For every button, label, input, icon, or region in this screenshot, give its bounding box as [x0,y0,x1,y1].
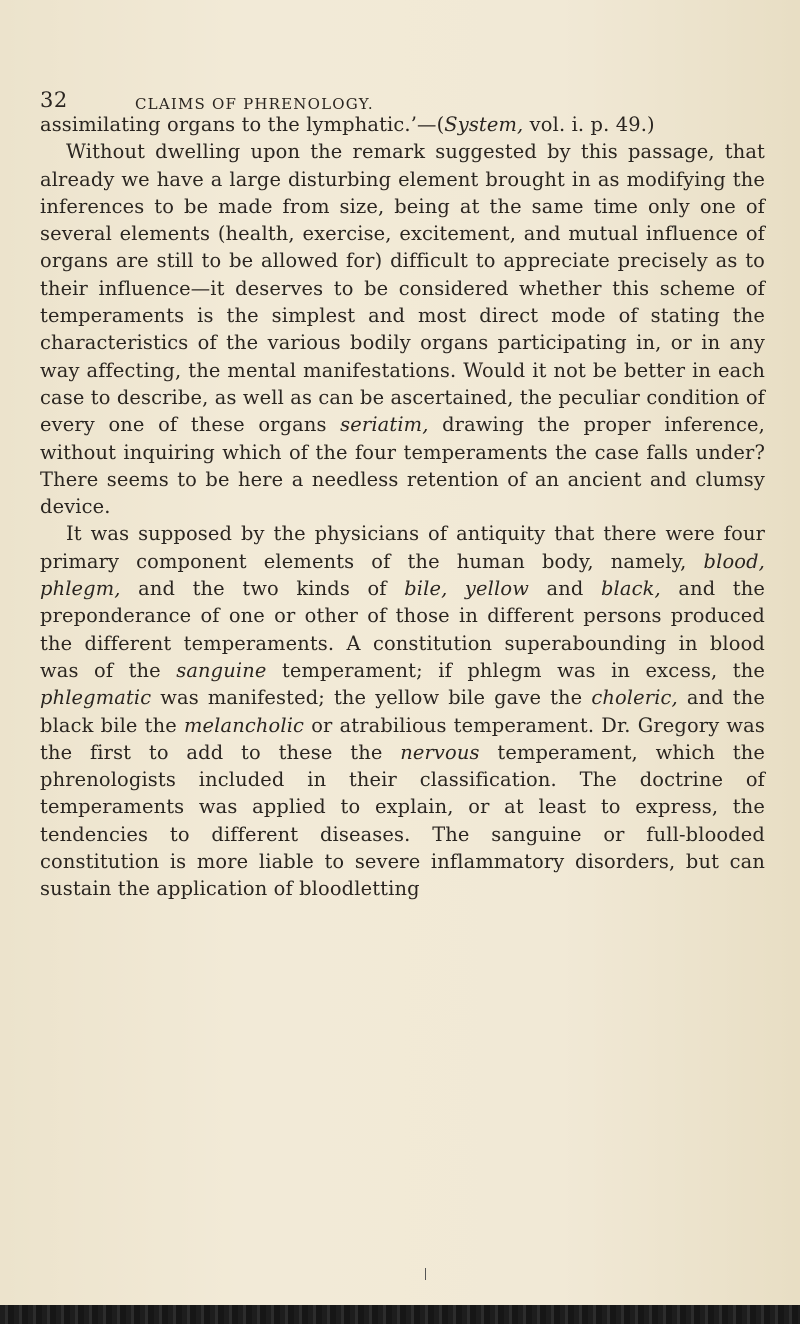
text-run: Without dwelling upon the remark suggested by this passage, that already we have a large disturbing element brought in as modifying the inferences to be made from size, being at the same time only one of several elements (health, exercise, excitement, and mutual influence of organs are still to be allowed for) difficult to appreciate precisely as to their influence—it deserves to be considered whether this scheme of temperaments is the simplest and most direct mode of stating the characteristics of the various bodily organs participating in, or in any way affecting, the mental manifestations. Would it not be better in each case to describe, as well as can be ascertained, the peculiar condition of every one of these organs [40,140,765,437]
italic-term: nervous [400,740,480,764]
text-run: was manifested; the yellow bile gave the [151,686,592,710]
italic-term: blood, phlegm, [40,549,765,601]
paragraph-continued [40,111,765,138]
text-run: and the black bile the [40,686,766,737]
text-run: drawing the proper inference, without inquiring which of the four temperaments the case falls under? There seems to be here a needless retention of an ancient and clumsy device. [40,413,765,519]
italic-term: sanguine [176,658,267,682]
text-run: vol. i. p. 49.) [523,113,655,136]
paragraph-temperament-critique [40,138,765,520]
italic-term: bile, yellow [404,577,529,601]
running-title: CLAIMS OF PHRENOLOGY. [135,95,374,113]
text-run: and [528,577,601,601]
page-number: 32 [40,88,68,112]
italic-term: melancholic [184,713,305,737]
text-run: It was supposed by the physicians of antiquity that there were four primary component elements of the human body, namely, [40,522,765,573]
italic-source: System, [444,113,524,136]
stray-ink-mark [425,1268,426,1280]
text-run: temperament; if phlegm was in excess, the [266,658,765,682]
text-run: assimilating organs to the lymphatic.’—( [40,113,445,136]
scan-edge-bar [0,1305,800,1324]
paragraph-humours [40,520,765,902]
body-text [40,111,765,903]
italic-term: choleric, [591,686,678,710]
text-run: temperament, which the phrenologists included in their classification. The doctrine of temperaments was applied to explain, or at least to express, the tendencies to different diseases. The sanguine or full-blooded constitution is more liable to severe inflammatory disorders, but can sustain the application of bloodletting [40,740,765,901]
text-run: or atrabilious temperament. Dr. Gregory was the first to add to these the [40,713,765,764]
text-run: and the preponderance of one or other of those in different persons produced the different temperaments. A constitution superabounding in blood was of the [40,577,766,682]
italic-term: phlegmatic [40,686,152,710]
italic-term: seriatim, [340,413,429,437]
italic-term: black, [600,577,661,601]
text-run: and the two kinds of [120,577,405,601]
